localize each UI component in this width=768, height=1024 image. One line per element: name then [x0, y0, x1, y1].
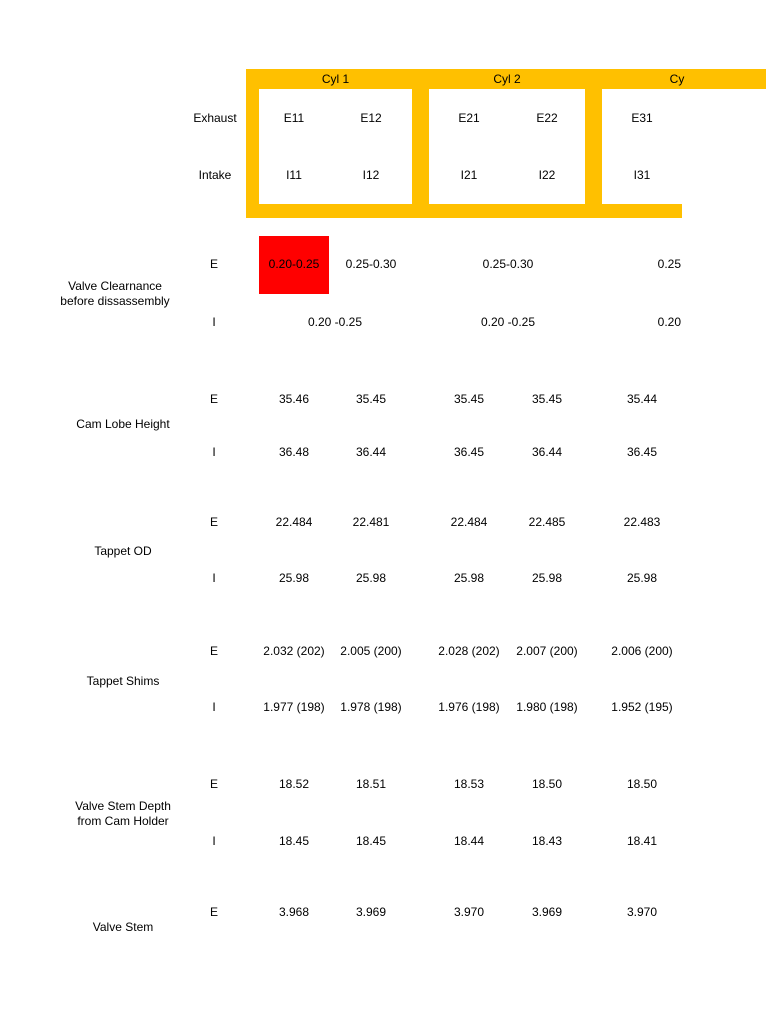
clearance-e-cyl1-value1: 0.20-0.25: [268, 257, 320, 271]
tappet-od-e-e11: 22.484: [275, 515, 313, 529]
cam-i-i21: 36.45: [453, 445, 485, 459]
stem-depth-e-e21: 18.53: [453, 777, 485, 791]
valve-id-e11: E11: [283, 111, 305, 125]
valve-id-i31: I31: [633, 168, 651, 182]
shims-e-tag: E: [209, 644, 218, 658]
shims-i-i11: 1.977 (198): [263, 700, 325, 714]
frame-divider-1: [412, 69, 429, 218]
stem-depth-e-e12: 18.51: [355, 777, 387, 791]
valve-stem-e-e11: 3.968: [278, 905, 310, 919]
stem-depth-e-tag: E: [209, 777, 218, 791]
stem-depth-i-i12: 18.45: [355, 834, 387, 848]
clearance-e-cyl1-value2: 0.25-0.30: [345, 257, 397, 271]
stem-depth-label-line1: Valve Stem Depth: [75, 799, 171, 813]
stem-depth-i-i31: 18.41: [626, 834, 658, 848]
cam-lobe-label: Cam Lobe Height: [76, 417, 170, 431]
shims-i-tag: I: [212, 700, 216, 714]
stem-depth-i-tag: I: [212, 834, 216, 848]
valve-stem-label: Valve Stem: [92, 920, 154, 934]
shims-i-i21: 1.976 (198): [438, 700, 500, 714]
shims-e-e11: 2.032 (202): [263, 644, 325, 658]
tappet-od-e-tag: E: [209, 515, 218, 529]
shims-e-e22: 2.007 (200): [516, 644, 578, 658]
valve-id-e31: E31: [631, 111, 653, 125]
valve-id-e12: E12: [360, 111, 382, 125]
valve-id-e21: E21: [458, 111, 480, 125]
shims-e-e21: 2.028 (202): [438, 644, 500, 658]
tappet-od-e-e31: 22.483: [623, 515, 661, 529]
valve-stem-e-e31: 3.970: [626, 905, 658, 919]
clearance-label-line2: before dissassembly: [60, 294, 170, 308]
stem-depth-label-line2: from Cam Holder: [77, 814, 169, 828]
valve-id-i21: I21: [460, 168, 478, 182]
header-cyl-3: Cy: [669, 72, 685, 86]
shims-e-e31: 2.006 (200): [611, 644, 673, 658]
stem-depth-i-i22: 18.43: [531, 834, 563, 848]
valve-id-e22: E22: [536, 111, 558, 125]
exhaust-label: Exhaust: [193, 111, 237, 125]
valve-stem-e-e22: 3.969: [531, 905, 563, 919]
cam-i-tag: I: [212, 445, 216, 459]
tappet-od-e-e21: 22.484: [450, 515, 488, 529]
tappet-od-i-i21: 25.98: [453, 571, 485, 585]
shims-i-i31: 1.952 (195): [611, 700, 673, 714]
clearance-i-tag: I: [212, 315, 216, 329]
clearance-e-cyl2-value: 0.25-0.30: [482, 257, 534, 271]
cam-e-e11: 35.46: [278, 392, 310, 406]
tappet-od-e-e22: 22.485: [528, 515, 566, 529]
stem-depth-e-e22: 18.50: [531, 777, 563, 791]
valve-id-i12: I12: [362, 168, 380, 182]
clearance-i-cyl3-value: 0.20: [657, 315, 681, 329]
cam-i-i31: 36.45: [626, 445, 658, 459]
cam-e-e21: 35.45: [453, 392, 485, 406]
clearance-e-tag: E: [209, 257, 218, 271]
frame-divider-2: [585, 69, 602, 218]
stem-depth-i-i11: 18.45: [278, 834, 310, 848]
cam-e-tag: E: [209, 392, 218, 406]
frame-left-bar: [246, 69, 259, 218]
clearance-label-line1: Valve Clearnance: [68, 279, 162, 293]
tappet-od-label: Tappet OD: [94, 544, 152, 558]
tappet-od-i-i31: 25.98: [626, 571, 658, 585]
clearance-e-cyl3-value: 0.25: [657, 257, 681, 271]
cam-i-i22: 36.44: [531, 445, 563, 459]
cam-e-e31: 35.44: [626, 392, 658, 406]
shims-i-i12: 1.978 (198): [340, 700, 402, 714]
clearance-i-cyl1-value: 0.20 -0.25: [307, 315, 363, 329]
valve-id-i22: I22: [538, 168, 556, 182]
shims-i-i22: 1.980 (198): [516, 700, 578, 714]
header-cyl-1: Cyl 1: [321, 72, 350, 86]
valve-stem-e-e12: 3.969: [355, 905, 387, 919]
stem-depth-i-i21: 18.44: [453, 834, 485, 848]
tappet-od-e-e12: 22.481: [352, 515, 390, 529]
valve-id-i11: I11: [286, 168, 302, 182]
intake-label: Intake: [198, 168, 232, 182]
tappet-shims-label: Tappet Shims: [86, 674, 160, 688]
tappet-od-i-tag: I: [212, 571, 216, 585]
valve-stem-e-tag: E: [209, 905, 218, 919]
frame-bottom-bar: [246, 204, 682, 218]
cam-i-i11: 36.48: [278, 445, 310, 459]
tappet-od-i-i11: 25.98: [278, 571, 310, 585]
stem-depth-e-e31: 18.50: [626, 777, 658, 791]
clearance-i-cyl2-value: 0.20 -0.25: [480, 315, 536, 329]
cam-e-e22: 35.45: [531, 392, 563, 406]
valve-stem-e-e21: 3.970: [453, 905, 485, 919]
cam-i-i12: 36.44: [355, 445, 387, 459]
tappet-od-i-i12: 25.98: [355, 571, 387, 585]
header-cyl-2: Cyl 2: [493, 72, 521, 86]
stem-depth-e-e11: 18.52: [278, 777, 310, 791]
cam-e-e12: 35.45: [355, 392, 387, 406]
tappet-od-i-i22: 25.98: [531, 571, 563, 585]
shims-e-e12: 2.005 (200): [340, 644, 402, 658]
